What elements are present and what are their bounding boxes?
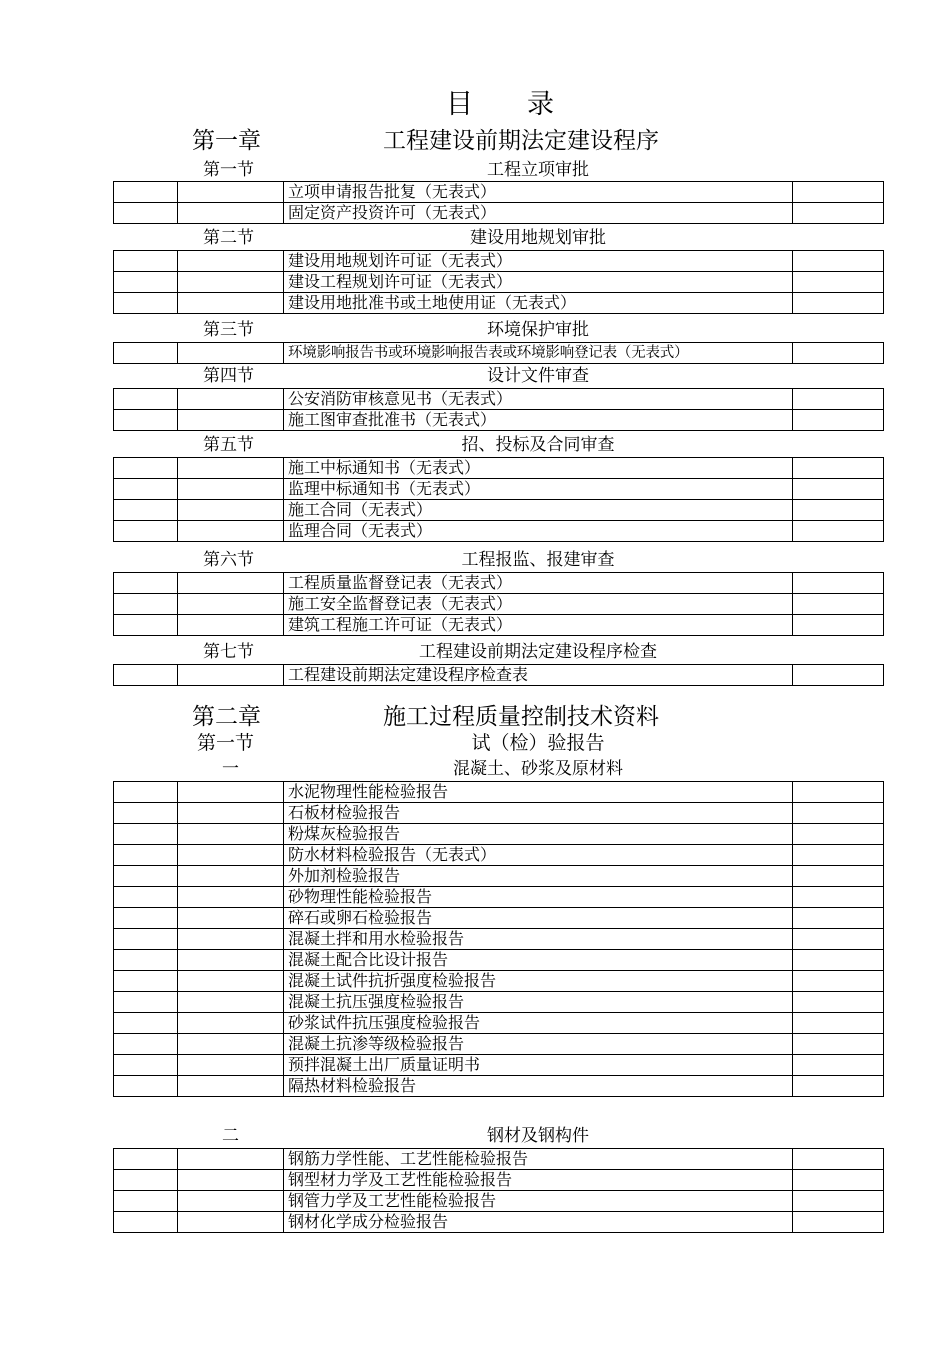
item-page-cell: [793, 665, 884, 686]
item-page-cell: [793, 343, 884, 364]
item-table: [113, 781, 884, 1097]
item-name: 混凝土抗压强度检验报告: [284, 992, 793, 1013]
item-page-cell: [793, 203, 884, 224]
item-code-cell: [178, 971, 284, 992]
table-row: [114, 615, 884, 636]
item-code-cell: [178, 1034, 284, 1055]
item-page-cell: [793, 887, 884, 908]
item-code-cell: [178, 1055, 284, 1076]
item-page-cell: [793, 1212, 884, 1233]
item-page-cell: [793, 615, 884, 636]
item-code-cell: [178, 1212, 284, 1233]
item-code-cell: [178, 887, 284, 908]
table-row: [114, 182, 884, 203]
chapter-title: 施工过程质量控制技术资料: [383, 704, 659, 730]
item-name: 建设用地规划许可证（无表式）: [284, 251, 793, 272]
table-row: [114, 203, 884, 224]
item-name: 水泥物理性能检验报告: [284, 782, 793, 803]
item-number-cell: [114, 182, 178, 203]
item-code-cell: [178, 1170, 284, 1191]
item-name: 施工安全监督登记表（无表式）: [284, 594, 793, 615]
item-code-cell: [178, 272, 284, 293]
item-code-cell: [178, 950, 284, 971]
item-table: [113, 388, 884, 431]
item-name: 施工中标通知书（无表式）: [284, 458, 793, 479]
item-number-cell: [114, 458, 178, 479]
item-code-cell: [178, 615, 284, 636]
section-label: 第三节: [203, 320, 254, 340]
item-code-cell: [178, 845, 284, 866]
item-code-cell: [178, 824, 284, 845]
item-number-cell: [114, 615, 178, 636]
section-title: 设计文件审查: [487, 366, 589, 386]
section-title: 建设用地规划审批: [470, 228, 606, 248]
item-page-cell: [793, 182, 884, 203]
item-page-cell: [793, 1149, 884, 1170]
item-table: [113, 664, 884, 686]
item-name: 工程质量监督登记表（无表式）: [284, 573, 793, 594]
section-label: 第七节: [203, 642, 254, 662]
item-name: 石板材检验报告: [284, 803, 793, 824]
item-page-cell: [793, 950, 884, 971]
item-name: 砂物理性能检验报告: [284, 887, 793, 908]
item-page-cell: [793, 803, 884, 824]
item-number-cell: [114, 908, 178, 929]
chapter-label: 第一章: [192, 128, 261, 154]
item-name: 工程建设前期法定建设程序检查表: [284, 665, 793, 686]
item-name: 混凝土抗渗等级检验报告: [284, 1034, 793, 1055]
item-page-cell: [793, 594, 884, 615]
table-row: [114, 803, 884, 824]
item-number-cell: [114, 866, 178, 887]
item-name: 环境影响报告书或环境影响报告表或环境影响登记表（无表式）: [284, 343, 793, 364]
item-code-cell: [178, 803, 284, 824]
item-number-cell: [114, 1013, 178, 1034]
section-title: 工程立项审批: [487, 160, 589, 180]
section-label: 第一节: [203, 160, 254, 180]
section-title: 环境保护审批: [487, 320, 589, 340]
item-name: 建设用地批准书或土地使用证（无表式）: [284, 293, 793, 314]
item-table: [113, 250, 884, 314]
item-name: 固定资产投资许可（无表式）: [284, 203, 793, 224]
table-row: [114, 410, 884, 431]
table-row: [114, 1212, 884, 1233]
item-number-cell: [114, 1191, 178, 1212]
table-row: [114, 908, 884, 929]
item-number-cell: [114, 824, 178, 845]
item-number-cell: [114, 573, 178, 594]
item-number-cell: [114, 1212, 178, 1233]
item-page-cell: [793, 824, 884, 845]
item-code-cell: [178, 458, 284, 479]
item-name: 碎石或卵石检验报告: [284, 908, 793, 929]
item-number-cell: [114, 782, 178, 803]
item-name: 钢管力学及工艺性能检验报告: [284, 1191, 793, 1212]
item-number-cell: [114, 929, 178, 950]
item-number-cell: [114, 992, 178, 1013]
item-code-cell: [178, 1191, 284, 1212]
table-row: [114, 1149, 884, 1170]
item-code-cell: [178, 293, 284, 314]
item-page-cell: [793, 992, 884, 1013]
item-number-cell: [114, 293, 178, 314]
table-row: [114, 594, 884, 615]
item-page-cell: [793, 1013, 884, 1034]
item-code-cell: [178, 594, 284, 615]
subsection-title: 混凝土、砂浆及原材料: [453, 759, 623, 779]
table-row: [114, 929, 884, 950]
item-page-cell: [793, 389, 884, 410]
item-code-cell: [178, 573, 284, 594]
item-number-cell: [114, 1076, 178, 1097]
subsection-label: 一: [222, 759, 239, 779]
chapter-label: 第二章: [192, 704, 261, 730]
item-page-cell: [793, 251, 884, 272]
table-row: [114, 866, 884, 887]
item-code-cell: [178, 929, 284, 950]
section-label: 第五节: [203, 435, 254, 455]
table-row: [114, 1034, 884, 1055]
table-row: [114, 950, 884, 971]
item-code-cell: [178, 1149, 284, 1170]
table-row: [114, 272, 884, 293]
section-title: 工程建设前期法定建设程序检查: [419, 642, 657, 662]
table-row: [114, 573, 884, 594]
table-row: [114, 1170, 884, 1191]
item-code-cell: [178, 908, 284, 929]
table-row: [114, 1076, 884, 1097]
item-page-cell: [793, 1191, 884, 1212]
table-row: [114, 389, 884, 410]
item-name: 钢型材力学及工艺性能检验报告: [284, 1170, 793, 1191]
item-code-cell: [178, 665, 284, 686]
item-name: 混凝土配合比设计报告: [284, 950, 793, 971]
item-number-cell: [114, 251, 178, 272]
item-table: [113, 342, 884, 364]
item-name: 粉煤灰检验报告: [284, 824, 793, 845]
item-code-cell: [178, 343, 284, 364]
item-page-cell: [793, 1170, 884, 1191]
item-page-cell: [793, 845, 884, 866]
subsection-title: 钢材及钢构件: [487, 1126, 589, 1146]
item-table: [113, 457, 884, 542]
item-page-cell: [793, 293, 884, 314]
section-title: 试（检）验报告: [471, 732, 605, 754]
item-page-cell: [793, 908, 884, 929]
item-number-cell: [114, 410, 178, 431]
item-number-cell: [114, 1170, 178, 1191]
item-number-cell: [114, 950, 178, 971]
item-name: 立项申请报告批复（无表式）: [284, 182, 793, 203]
item-page-cell: [793, 782, 884, 803]
item-page-cell: [793, 573, 884, 594]
item-code-cell: [178, 203, 284, 224]
item-code-cell: [178, 500, 284, 521]
item-code-cell: [178, 182, 284, 203]
item-code-cell: [178, 1013, 284, 1034]
item-code-cell: [178, 479, 284, 500]
item-code-cell: [178, 521, 284, 542]
item-name: 钢材化学成分检验报告: [284, 1212, 793, 1233]
item-number-cell: [114, 887, 178, 908]
item-name: 建设工程规划许可证（无表式）: [284, 272, 793, 293]
item-number-cell: [114, 665, 178, 686]
item-number-cell: [114, 1149, 178, 1170]
chapter-title: 工程建设前期法定建设程序: [383, 128, 659, 154]
item-number-cell: [114, 521, 178, 542]
item-name: 混凝土拌和用水检验报告: [284, 929, 793, 950]
item-number-cell: [114, 1034, 178, 1055]
item-page-cell: [793, 1055, 884, 1076]
item-number-cell: [114, 479, 178, 500]
section-title: 招、投标及合同审查: [461, 435, 615, 455]
item-page-cell: [793, 479, 884, 500]
section-label: 第六节: [203, 550, 254, 570]
item-name: 监理中标通知书（无表式）: [284, 479, 793, 500]
item-number-cell: [114, 389, 178, 410]
table-row: [114, 992, 884, 1013]
table-row: [114, 1055, 884, 1076]
table-row: [114, 521, 884, 542]
table-row: [114, 845, 884, 866]
section-title: 工程报监、报建审查: [461, 550, 615, 570]
item-name: 施工合同（无表式）: [284, 500, 793, 521]
item-name: 混凝土试件抗折强度检验报告: [284, 971, 793, 992]
table-row: [114, 479, 884, 500]
item-number-cell: [114, 1055, 178, 1076]
item-page-cell: [793, 272, 884, 293]
item-page-cell: [793, 458, 884, 479]
item-name: 钢筋力学性能、工艺性能检验报告: [284, 1149, 793, 1170]
table-row: [114, 1191, 884, 1212]
table-row: [114, 824, 884, 845]
item-page-cell: [793, 500, 884, 521]
item-table: [113, 572, 884, 636]
table-row: [114, 343, 884, 364]
item-code-cell: [178, 251, 284, 272]
item-code-cell: [178, 866, 284, 887]
table-row: [114, 458, 884, 479]
item-code-cell: [178, 992, 284, 1013]
item-page-cell: [793, 1076, 884, 1097]
item-number-cell: [114, 203, 178, 224]
item-name: 监理合同（无表式）: [284, 521, 793, 542]
item-name: 隔热材料检验报告: [284, 1076, 793, 1097]
section-label: 第一节: [197, 732, 255, 754]
table-row: [114, 1013, 884, 1034]
table-row: [114, 251, 884, 272]
item-page-cell: [793, 410, 884, 431]
item-code-cell: [178, 389, 284, 410]
table-row: [114, 887, 884, 908]
item-number-cell: [114, 500, 178, 521]
item-number-cell: [114, 594, 178, 615]
item-page-cell: [793, 866, 884, 887]
item-page-cell: [793, 971, 884, 992]
item-page-cell: [793, 929, 884, 950]
page-title: 目 录: [446, 89, 554, 120]
subsection-label: 二: [222, 1126, 239, 1146]
table-row: [114, 971, 884, 992]
item-number-cell: [114, 845, 178, 866]
item-table: [113, 1148, 884, 1233]
table-row: [114, 500, 884, 521]
item-name: 施工图审查批准书（无表式）: [284, 410, 793, 431]
item-name: 建筑工程施工许可证（无表式）: [284, 615, 793, 636]
item-number-cell: [114, 272, 178, 293]
section-label: 第二节: [203, 228, 254, 248]
item-name: 预拌混凝土出厂质量证明书: [284, 1055, 793, 1076]
item-name: 防水材料检验报告（无表式）: [284, 845, 793, 866]
item-number-cell: [114, 343, 178, 364]
item-name: 外加剂检验报告: [284, 866, 793, 887]
item-page-cell: [793, 521, 884, 542]
table-row: [114, 782, 884, 803]
item-code-cell: [178, 410, 284, 431]
item-name: 公安消防审核意见书（无表式）: [284, 389, 793, 410]
item-number-cell: [114, 971, 178, 992]
item-name: 砂浆试件抗压强度检验报告: [284, 1013, 793, 1034]
item-code-cell: [178, 782, 284, 803]
table-row: [114, 665, 884, 686]
section-label: 第四节: [203, 366, 254, 386]
item-code-cell: [178, 1076, 284, 1097]
item-page-cell: [793, 1034, 884, 1055]
item-table: [113, 181, 884, 224]
item-number-cell: [114, 803, 178, 824]
table-row: [114, 293, 884, 314]
